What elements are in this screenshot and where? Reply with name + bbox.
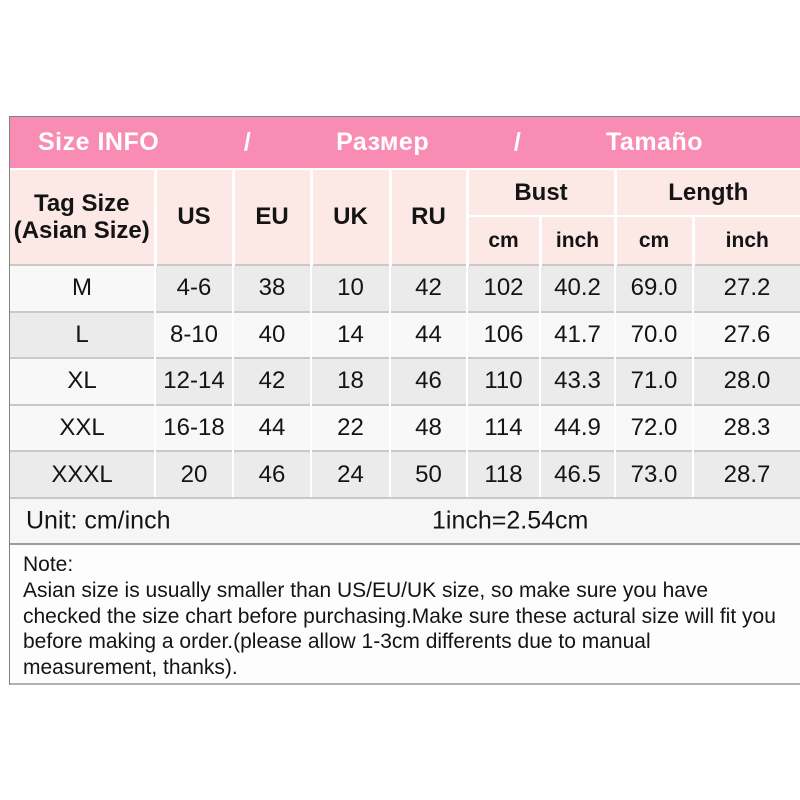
- col-header-eu: EU: [233, 170, 311, 265]
- size-value-cell: 102: [467, 265, 540, 312]
- tag-size-line2: (Asian Size): [13, 217, 150, 244]
- size-value-cell: 28.7: [693, 451, 800, 497]
- size-value-cell: 44: [233, 405, 311, 452]
- tamano-label: Tamaño: [606, 128, 703, 156]
- tag-size-cell: M: [10, 265, 155, 312]
- size-value-cell: 28.0: [693, 358, 800, 405]
- size-value-cell: 8-10: [155, 312, 233, 359]
- size-value-cell: 22: [311, 405, 390, 452]
- size-value-cell: 118: [467, 451, 540, 497]
- size-info-title-bar: [10, 117, 800, 170]
- table-row: [10, 312, 800, 359]
- size-value-cell: 46: [233, 451, 311, 497]
- unit-label: Unit: cm/inch: [26, 506, 171, 535]
- size-value-cell: 42: [233, 358, 311, 405]
- col-header-uk: UK: [311, 170, 390, 265]
- tag-size-cell: XL: [10, 358, 155, 405]
- size-value-cell: 110: [467, 358, 540, 405]
- table-row: [10, 358, 800, 405]
- size-value-cell: 40: [233, 312, 311, 359]
- col-header-us: US: [155, 170, 233, 265]
- tag-size-cell: XXL: [10, 405, 155, 452]
- note-body: Asian size is usually smaller than US/EU/UK size, so make sure you have checked the size chart before purchasing.Make sure these actural size will fit you before making a order.(please allow 1-3cm differents due to manual measurement, thanks).: [23, 579, 776, 679]
- size-value-cell: 14: [311, 312, 390, 359]
- size-value-cell: 20: [155, 451, 233, 497]
- size-value-cell: 12-14: [155, 358, 233, 405]
- size-value-cell: 50: [390, 451, 467, 497]
- tag-size-cell: L: [10, 312, 155, 359]
- sub-header-length-cm: cm: [615, 216, 693, 265]
- sub-header-bust-cm: cm: [467, 216, 540, 265]
- size-value-cell: 27.6: [693, 312, 800, 359]
- size-value-cell: 114: [467, 405, 540, 452]
- size-value-cell: 48: [390, 405, 467, 452]
- sub-header-length-inch: inch: [693, 216, 800, 265]
- size-value-cell: 72.0: [615, 405, 693, 452]
- size-value-cell: 18: [311, 358, 390, 405]
- size-value-cell: 46.5: [540, 451, 615, 497]
- size-value-cell: 71.0: [615, 358, 693, 405]
- table-row: [10, 265, 800, 312]
- size-value-cell: 44.9: [540, 405, 615, 452]
- separator-slash-2: /: [513, 128, 522, 156]
- size-chart-header: [10, 170, 800, 265]
- group-header-bust: Bust: [467, 170, 615, 216]
- tag-size-header-cell: [10, 170, 155, 265]
- tag-size-line1: Tag Size: [33, 190, 130, 217]
- header-group-row: [10, 170, 800, 216]
- size-value-cell: 43.3: [540, 358, 615, 405]
- note-title: Note:: [23, 552, 74, 576]
- size-value-cell: 69.0: [615, 265, 693, 312]
- size-value-cell: 10: [311, 265, 390, 312]
- size-value-cell: 40.2: [540, 265, 615, 312]
- table-row: [10, 405, 800, 452]
- size-chart-panel: [9, 116, 800, 685]
- size-value-cell: 106: [467, 312, 540, 359]
- size-value-cell: 44: [390, 312, 467, 359]
- tag-size-cell: XXXL: [10, 451, 155, 497]
- size-value-cell: 16-18: [155, 405, 233, 452]
- size-value-cell: 46: [390, 358, 467, 405]
- size-chart-table: [10, 170, 800, 497]
- sub-header-bust-inch: inch: [540, 216, 615, 265]
- size-value-cell: 27.2: [693, 265, 800, 312]
- size-value-cell: 4-6: [155, 265, 233, 312]
- table-row: [10, 451, 800, 497]
- unit-row: [10, 497, 800, 545]
- size-value-cell: 41.7: [540, 312, 615, 359]
- size-value-cell: 42: [390, 265, 467, 312]
- conversion-label: 1inch=2.54cm: [432, 506, 589, 535]
- group-header-length: Length: [615, 170, 800, 216]
- razmer-label: Размер: [336, 128, 430, 156]
- size-value-cell: 38: [233, 265, 311, 312]
- size-value-cell: 70.0: [615, 312, 693, 359]
- size-chart-body: [10, 265, 800, 497]
- separator-slash-1: /: [243, 128, 252, 156]
- note-block: [10, 545, 800, 685]
- size-value-cell: 28.3: [693, 405, 800, 452]
- size-value-cell: 73.0: [615, 451, 693, 497]
- size-value-cell: 24: [311, 451, 390, 497]
- size-info-label: Size INFO: [38, 128, 160, 156]
- col-header-ru: RU: [390, 170, 467, 265]
